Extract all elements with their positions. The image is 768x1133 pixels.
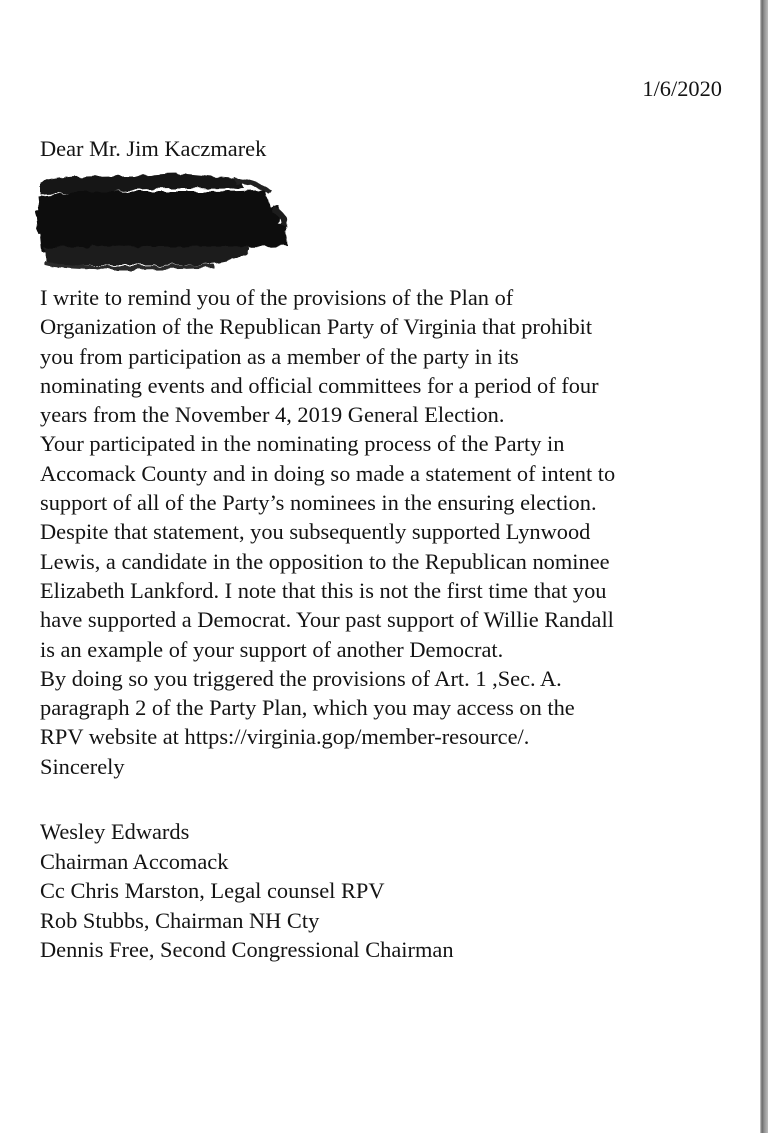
body-line: Your participated in the nominating process of the Party in [40, 431, 565, 457]
redacted-address-scribble [34, 168, 296, 272]
body-line: By doing so you triggered the provisions of Art. 1 ,Sec. A. [40, 665, 562, 691]
body-line: support of all of the Party’s nominees in the ensuring election. [40, 490, 597, 516]
body-line: RPV website at https://virginia.gop/member-resource/. [40, 724, 530, 750]
salutation: Dear Mr. Jim Kaczmarek [40, 136, 267, 161]
cc-line: Rob Stubbs, Chairman NH Cty [40, 907, 320, 933]
body-line: Organization of the Republican Party of Virginia that prohibit [40, 314, 593, 340]
body-line: nominating events and official committees for a period of four [40, 372, 599, 398]
body-line: paragraph 2 of the Party Plan, which you may access on the [40, 695, 575, 721]
signer-title: Chairman Accomack [40, 848, 229, 874]
body-line: Lewis, a candidate in the opposition to the Republican nominee [40, 548, 610, 574]
body-line: is an example of your support of another Democrat. [40, 636, 504, 662]
letter-body [40, 283, 740, 781]
letter-date: 1/6/2020 [642, 76, 722, 101]
body-line: Accomack County and in doing so made a statement of intent to [40, 460, 616, 486]
signer-name: Wesley Edwards [40, 819, 190, 844]
closing: Sincerely [40, 753, 125, 779]
body-line: have supported a Democrat. Your past support of Willie Randall [40, 607, 614, 633]
cc-line: Dennis Free, Second Congressional Chairman [40, 937, 454, 962]
page-edge-shadow [760, 0, 768, 1133]
body-line: Elizabeth Lankford. I note that this is not the first time that you [40, 577, 607, 603]
signature-block [40, 817, 454, 965]
body-line: years from the November 4, 2019 General Election. [40, 402, 505, 428]
cc-line: Cc Chris Marston, Legal counsel RPV [40, 878, 385, 903]
body-line: you from participation as a member of the party in its [40, 343, 519, 369]
body-line: I write to remind you of the provisions of the Plan of [40, 285, 514, 310]
body-line: Despite that statement, you subsequently supported Lynwood [40, 519, 591, 545]
